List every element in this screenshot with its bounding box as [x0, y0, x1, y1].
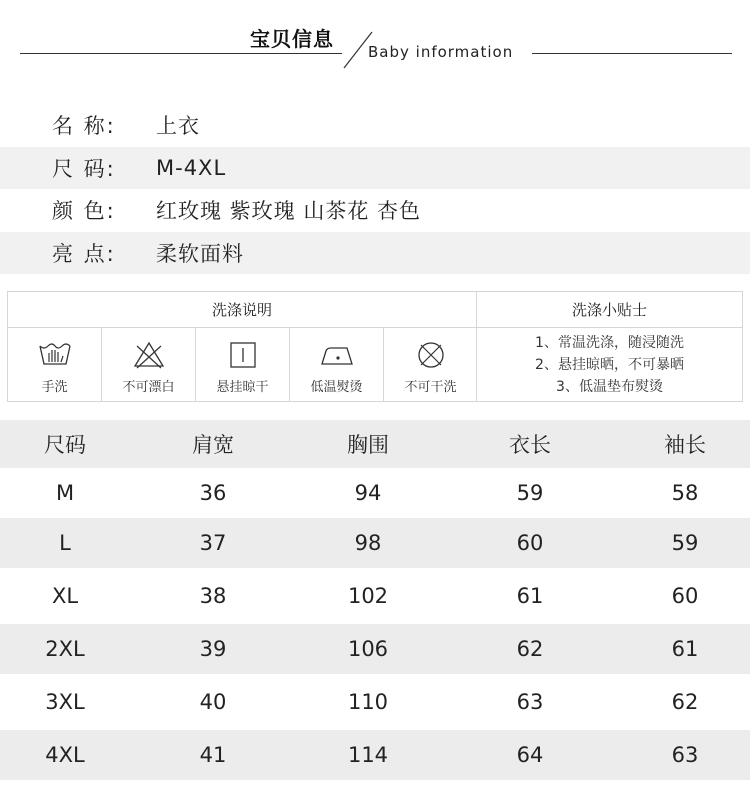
no-bleach-icon [132, 340, 166, 370]
care-cell-low-iron [290, 328, 384, 401]
hang-dry-icon [226, 340, 260, 370]
info-row-name [0, 104, 750, 147]
table-row [0, 624, 750, 674]
table-cell: 60 [516, 531, 544, 555]
table-cell: 36 [199, 481, 227, 505]
table-cell: 60 [671, 584, 699, 608]
size-table [0, 420, 750, 780]
table-cell: 38 [199, 584, 227, 608]
info-label: 颜 色: [52, 199, 116, 224]
no-dry-clean-icon [414, 340, 448, 370]
header-cell: 袖长 [664, 433, 706, 457]
table-cell: 62 [671, 690, 699, 714]
care-cell-hand-wash [8, 328, 102, 401]
wash-tip: 3、低温垫布熨烫 [556, 379, 663, 395]
table-row [0, 568, 750, 624]
table-cell: 41 [199, 743, 227, 767]
care-label: 不可干洗 [404, 380, 457, 395]
header-cell: 肩宽 [192, 433, 234, 457]
care-label: 手洗 [41, 380, 68, 395]
table-cell: 3XL [45, 690, 85, 714]
header-cell: 衣长 [509, 433, 551, 457]
care-cell-no-bleach [102, 328, 196, 401]
care-instructions [7, 291, 743, 402]
section-subtitle: Baby information [368, 43, 514, 61]
care-label: 低温熨烫 [310, 380, 363, 395]
info-value: 上衣 [156, 114, 200, 139]
table-cell: 98 [354, 531, 382, 555]
info-value: 柔软面料 [156, 241, 244, 266]
info-value: 红玫瑰 紫玫瑰 山茶花 杏色 [156, 199, 422, 224]
table-cell: 39 [199, 637, 227, 661]
info-value: M-4XL [156, 155, 227, 180]
wash-tip: 2、悬挂晾晒，不可暴晒 [535, 357, 684, 373]
table-cell: 63 [671, 743, 699, 767]
header-line-right [532, 53, 732, 54]
table-cell: M [55, 481, 75, 505]
table-cell: 59 [671, 531, 699, 555]
header-line-left [20, 53, 342, 54]
table-cell: 40 [199, 690, 227, 714]
info-label: 亮 点: [52, 241, 116, 266]
wash-tip: 1、常温洗涤，随浸随洗 [535, 335, 684, 351]
info-label: 名 称: [52, 114, 116, 139]
table-cell: 61 [671, 637, 699, 661]
table-cell: 63 [516, 690, 544, 714]
wash-tips [477, 328, 742, 401]
care-cell-no-dry-clean [384, 328, 477, 401]
table-cell: L [59, 531, 71, 555]
table-row [0, 674, 750, 730]
wash-tips-title: 洗涤小贴士 [477, 292, 742, 328]
table-cell: 37 [199, 531, 227, 555]
info-label: 尺 码: [52, 156, 116, 181]
table-cell: 64 [516, 743, 544, 767]
header-cell: 尺码 [44, 433, 86, 457]
care-label: 不可漂白 [122, 380, 175, 395]
table-cell: 110 [347, 690, 389, 714]
table-cell: 61 [516, 584, 544, 608]
size-table-header [0, 420, 750, 468]
section-title: 宝贝信息 [250, 27, 334, 51]
table-row [0, 730, 750, 780]
header-cell: 胸围 [347, 433, 389, 457]
table-cell: 2XL [45, 637, 85, 661]
wash-instructions-title: 洗涤说明 [8, 292, 477, 328]
product-info [0, 104, 750, 274]
table-cell: XL [51, 584, 79, 608]
table-cell: 114 [347, 743, 389, 767]
hand-wash-icon [38, 340, 72, 370]
low-iron-icon [319, 340, 355, 370]
table-cell: 59 [516, 481, 544, 505]
table-cell: 102 [347, 584, 389, 608]
table-cell: 94 [354, 481, 382, 505]
care-icon-row [8, 328, 477, 401]
table-cell: 62 [516, 637, 544, 661]
table-cell: 4XL [45, 743, 85, 767]
care-cell-hang-dry [196, 328, 290, 401]
care-label: 悬挂晾干 [216, 380, 269, 395]
info-row-highlight [0, 232, 750, 275]
table-row [0, 518, 750, 568]
table-row [0, 468, 750, 518]
info-row-size [0, 147, 750, 190]
table-cell: 106 [347, 637, 389, 661]
info-row-color [0, 189, 750, 232]
table-cell: 58 [671, 481, 699, 505]
